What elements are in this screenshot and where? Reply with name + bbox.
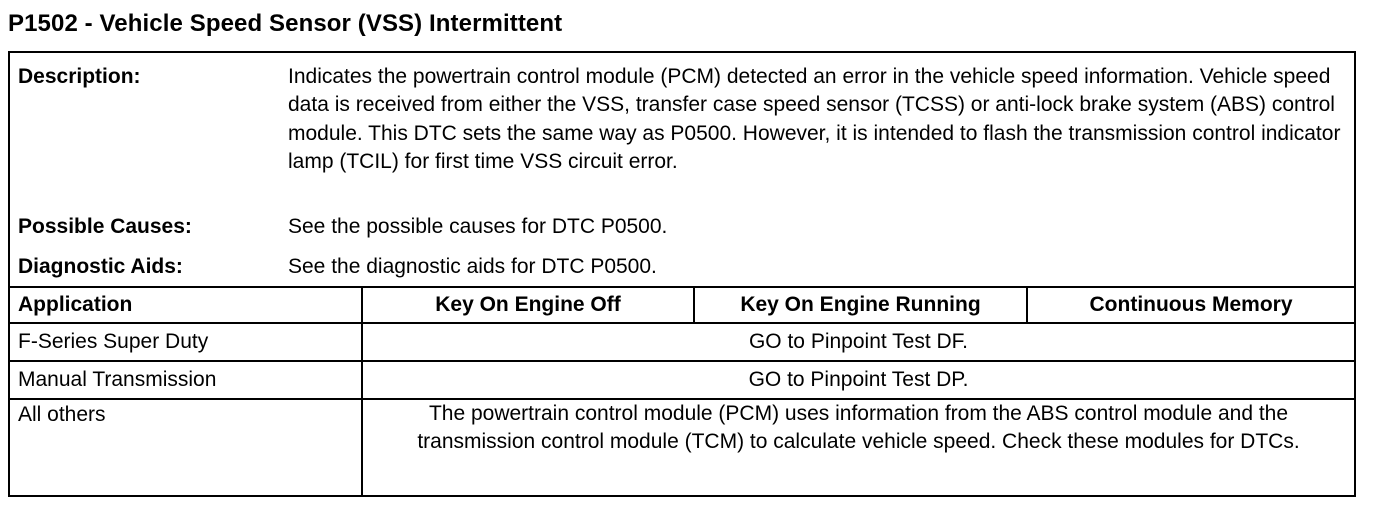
application-cell: All others — [10, 399, 362, 495]
table-row — [10, 361, 1354, 399]
action-cell: GO to Pinpoint Test DP. — [362, 361, 1354, 399]
diagnostic-aids-label: Diagnostic Aids: — [18, 255, 183, 278]
action-cell: GO to Pinpoint Test DF. — [362, 323, 1354, 361]
description-label: Description: — [18, 65, 141, 88]
action-cell: The powertrain control module (PCM) uses information from the ABS control module and the transmission control module (TCM) to calculate vehicle speed. Check these modules for DTCs. — [362, 399, 1354, 495]
column-header-key-on-engine-off: Key On Engine Off — [362, 287, 694, 323]
page-title: P1502 - Vehicle Speed Sensor (VSS) Intermittent — [8, 10, 563, 37]
table-row — [10, 399, 1354, 495]
column-header-continuous-memory: Continuous Memory — [1027, 287, 1354, 323]
table-header-row — [10, 287, 1354, 323]
description-text: Indicates the powertrain control module (PCM) detected an error in the vehicle speed information. Vehicle speed data is received from either the VSS, transfer case speed sensor (TCSS) or anti-lock brake system (ABS) control module. This DTC sets the same way as P0500. However, it is intended to flash the transmission control indicator lamp (TCIL) for first time VSS circuit error. — [288, 65, 1341, 174]
table-row — [10, 323, 1354, 361]
possible-causes-label: Possible Causes: — [18, 215, 192, 238]
application-cell: Manual Transmission — [10, 361, 362, 399]
dtc-info-box — [8, 51, 1356, 497]
column-header-application: Application — [10, 287, 362, 323]
diagnostic-aids-text: See the diagnostic aids for DTC P0500. — [288, 255, 657, 278]
application-cell: F-Series Super Duty — [10, 323, 362, 361]
column-header-key-on-engine-running: Key On Engine Running — [694, 287, 1027, 323]
possible-causes-text: See the possible causes for DTC P0500. — [288, 215, 668, 238]
application-table — [10, 286, 1354, 495]
